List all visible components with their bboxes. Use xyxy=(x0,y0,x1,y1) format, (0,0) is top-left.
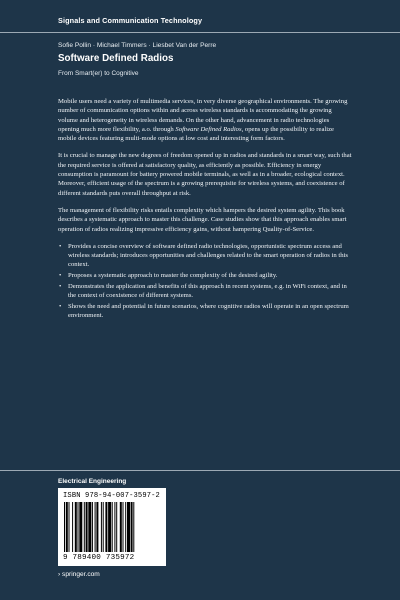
blurb xyxy=(58,97,352,322)
barcode-bar xyxy=(88,502,91,552)
barcode-bar xyxy=(105,502,107,552)
paragraph-2: It is crucial to manage the new degrees of freedom opened up in radios and standards in a smart way, such that the required service is offered at satisfactory quality, as efficiently as possible. Efficiency in energy consumption is paramount for battery powered mobile terminals, as well as in a broader, ecological context. Moreover, efficient usage of the spectrum is a growing prerequisite for wireless systems, and coexistence of different standards puts overall throughput at risk. xyxy=(58,152,352,197)
book-subtitle: From Smart(er) to Cognitive xyxy=(58,70,139,77)
barcode-bar xyxy=(78,502,79,552)
barcode-bar xyxy=(66,502,68,552)
bullet-icon: • xyxy=(59,242,62,250)
series-title: Signals and Communication Technology xyxy=(58,16,203,25)
barcode-bar xyxy=(69,502,70,552)
feature-text: Demonstrates the application and benefits of this approach in recent systems, e.g. in WiFi context, and in the context of coexistence of different systems. xyxy=(68,283,347,300)
barcode-bar xyxy=(72,502,73,552)
feature-text: Proposes a systematic approach to master the complexity of the desired agility. xyxy=(68,272,278,280)
paragraph-1 xyxy=(58,97,352,143)
barcode-bar xyxy=(120,502,122,552)
bullet-icon: • xyxy=(59,272,62,280)
barcode-bar xyxy=(75,502,77,552)
barcode-bar xyxy=(92,502,93,552)
feature-item xyxy=(59,282,352,301)
isbn-label: ISBN 978-94-007-3597-2 xyxy=(63,492,160,500)
paragraph-3: The management of flexibility risks entails complexity which hampers the desired system agility. This book describes a systematic approach to master this challenge. Case studies show that this approach enables smart operation of radios realizing impressive efficiency gains, without hampering Quality-of-Service. xyxy=(58,206,347,233)
barcode-bar xyxy=(103,502,104,552)
barcode-bar xyxy=(95,502,96,552)
paragraph-1-emphasis: Software Defined Radios xyxy=(175,125,242,133)
barcode-bar xyxy=(123,502,124,552)
barcode-bar xyxy=(112,502,113,552)
barcode-bar xyxy=(127,502,130,552)
barcode-bar xyxy=(116,502,117,552)
barcode-bars xyxy=(64,502,160,552)
category-divider xyxy=(0,470,400,471)
barcode-bar xyxy=(125,502,126,552)
feature-item xyxy=(59,302,352,321)
barcode-bar xyxy=(108,502,111,552)
barcode-bar xyxy=(86,502,88,552)
paragraph-1-part-b: , opens up the possibility to realize mobile devices featuring multi-mode options at low cost and interesting form factors. xyxy=(58,125,334,143)
barcode-bar xyxy=(64,502,65,552)
bullet-icon: • xyxy=(59,283,62,291)
barcode-bar xyxy=(79,502,82,552)
barcode-bar xyxy=(96,502,98,552)
feature-text: Provides a concise overview of software defined radio technologies, opportunistic spectrum access and wireless standards; introduces opportunities and challenges related to the smart operation of radios in this context. xyxy=(68,242,348,269)
barcode-bar xyxy=(131,502,133,552)
barcode xyxy=(58,488,166,566)
top-divider xyxy=(0,32,400,33)
book-title: Software Defined Radios xyxy=(58,53,174,64)
feature-item xyxy=(59,242,352,270)
authors: Sofie Pollin · Michael Timmers · Liesbet Van der Perre xyxy=(58,42,217,49)
feature-text: Shows the need and potential in future scenarios, where cognitive radios will operate in an open spectrum environment. xyxy=(68,303,349,320)
publisher-link[interactable]: › springer.com xyxy=(58,571,100,578)
barcode-bar xyxy=(114,502,115,552)
barcode-bar xyxy=(84,502,85,552)
barcode-bar xyxy=(133,502,134,552)
feature-item xyxy=(59,271,352,280)
bullet-icon: • xyxy=(59,303,62,311)
barcode-bar xyxy=(101,502,102,552)
subject-category: Electrical Engineering xyxy=(58,478,127,485)
feature-list xyxy=(58,242,352,321)
barcode-digits: 9 789400 735972 xyxy=(63,554,135,562)
paragraph-1-part-a: Mobile users need a variety of multimedia services, in very diverse geographical environments. The growing number of communication options within and across wireless standards is accommodating the growing volume and heterogeneity in wireless demands. On the other hand, advancement in radio technologies opening much more flexibility, a.o. through xyxy=(58,98,348,133)
